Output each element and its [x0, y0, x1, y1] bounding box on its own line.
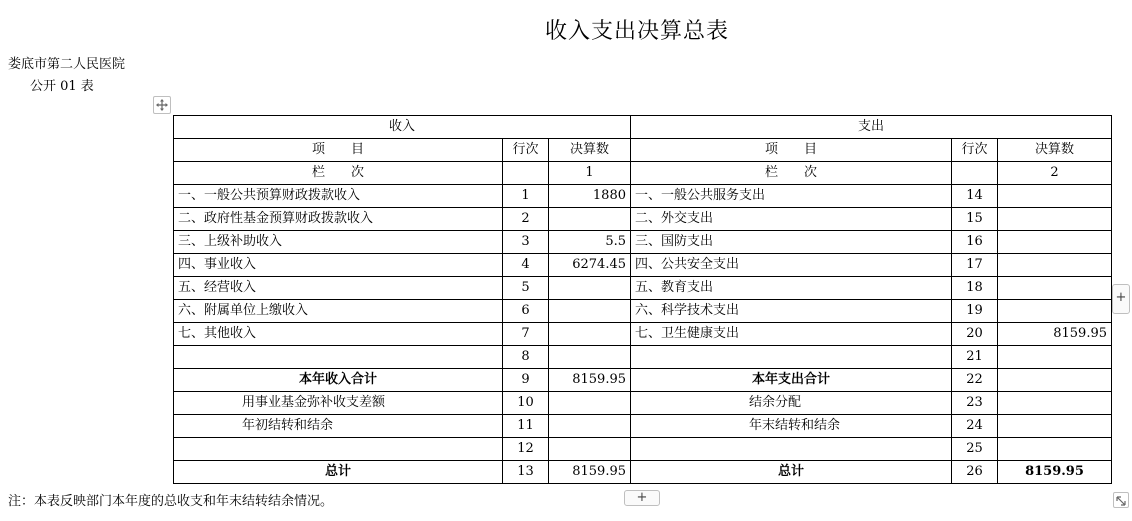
income-column-label: 栏 次 — [174, 162, 503, 185]
expense-line-no: 24 — [952, 415, 998, 438]
expense-amount-header: 决算数 — [998, 139, 1112, 162]
income-item: 四、事业收入 — [174, 254, 503, 277]
table-move-handle[interactable] — [153, 96, 171, 114]
income-grand-total-label: 总计 — [174, 461, 503, 484]
footnote: 注：本表反映部门本年度的总收支和年末结转结余情况。 — [8, 494, 334, 509]
expense-line-no: 17 — [952, 254, 998, 277]
income-amount: 5.5 — [549, 231, 631, 254]
table-row — [174, 392, 1112, 415]
income-item — [174, 438, 503, 461]
income-line-header: 行次 — [503, 139, 549, 162]
year-total-row — [174, 369, 1112, 392]
move-arrows-icon — [156, 99, 168, 111]
expense-amount — [998, 415, 1112, 438]
income-item: 六、附属单位上缴收入 — [174, 300, 503, 323]
table-row — [174, 254, 1112, 277]
table-row — [174, 323, 1112, 346]
income-column-number: 1 — [549, 162, 631, 185]
table-resize-handle[interactable] — [1113, 492, 1129, 508]
expense-amount — [998, 185, 1112, 208]
resize-diagonal-icon — [1114, 494, 1128, 508]
table-row — [174, 415, 1112, 438]
expense-line-no: 22 — [952, 369, 998, 392]
income-item-header: 项 目 — [174, 139, 503, 162]
income-amount: 6274.45 — [549, 254, 631, 277]
expense-line-no: 23 — [952, 392, 998, 415]
expense-line-no: 16 — [952, 231, 998, 254]
grand-total-row — [174, 461, 1112, 484]
expense-line-no: 25 — [952, 438, 998, 461]
expense-item: 六、科学技术支出 — [631, 300, 952, 323]
expense-line-no: 26 — [952, 461, 998, 484]
income-line-no: 6 — [503, 300, 549, 323]
income-item: 一、一般公共预算财政拨款收入 — [174, 185, 503, 208]
expense-line-no: 15 — [952, 208, 998, 231]
table-row — [174, 277, 1112, 300]
add-row-button[interactable]: + — [624, 490, 660, 506]
expense-amount — [998, 277, 1112, 300]
expense-amount — [998, 254, 1112, 277]
expense-item: 二、外交支出 — [631, 208, 952, 231]
income-line-no: 5 — [503, 277, 549, 300]
income-amount — [549, 323, 631, 346]
table-subheader-row — [174, 139, 1112, 162]
table-cell — [503, 162, 549, 185]
expense-item: 七、卫生健康支出 — [631, 323, 952, 346]
table-row — [174, 231, 1112, 254]
page-title: 收入支出决算总表 — [544, 19, 729, 44]
income-item: 二、政府性基金预算财政拨款收入 — [174, 208, 503, 231]
income-line-no: 12 — [503, 438, 549, 461]
expense-amount — [998, 231, 1112, 254]
expense-line-no: 14 — [952, 185, 998, 208]
income-header: 收入 — [174, 116, 631, 139]
income-line-no: 2 — [503, 208, 549, 231]
table-header-row — [174, 116, 1112, 139]
income-amount-header: 决算数 — [549, 139, 631, 162]
expense-amount — [998, 208, 1112, 231]
income-amount — [549, 392, 631, 415]
expense-column-label: 栏 次 — [631, 162, 952, 185]
income-amount — [549, 415, 631, 438]
income-amount — [549, 208, 631, 231]
income-grand-total-amount: 8159.95 — [549, 461, 631, 484]
income-line-no: 8 — [503, 346, 549, 369]
expense-item: 一、一般公共服务支出 — [631, 185, 952, 208]
income-item: 七、其他收入 — [174, 323, 503, 346]
expense-line-header: 行次 — [952, 139, 998, 162]
table-row — [174, 346, 1112, 369]
expense-line-no: 19 — [952, 300, 998, 323]
income-year-total-label: 本年收入合计 — [174, 369, 503, 392]
expense-year-total-label: 本年支出合计 — [631, 369, 952, 392]
income-line-no: 13 — [503, 461, 549, 484]
income-line-no: 11 — [503, 415, 549, 438]
expense-grand-total-label: 总计 — [631, 461, 952, 484]
expense-item — [631, 346, 952, 369]
expense-line-no: 21 — [952, 346, 998, 369]
income-amount: 1880 — [549, 185, 631, 208]
expense-header: 支出 — [631, 116, 1112, 139]
form-number: 公开 01 表 — [30, 79, 94, 94]
expense-item: 结余分配 — [631, 392, 952, 415]
expense-line-no: 20 — [952, 323, 998, 346]
expense-item: 三、国防支出 — [631, 231, 952, 254]
expense-amount — [998, 438, 1112, 461]
income-line-no: 10 — [503, 392, 549, 415]
organization-name: 娄底市第二人民医院 — [8, 57, 126, 72]
income-line-no: 4 — [503, 254, 549, 277]
table-cell — [952, 162, 998, 185]
income-item: 三、上级补助收入 — [174, 231, 503, 254]
table-row — [174, 438, 1112, 461]
income-line-no: 7 — [503, 323, 549, 346]
table-row — [174, 300, 1112, 323]
expense-item: 五、教育支出 — [631, 277, 952, 300]
expense-item — [631, 438, 952, 461]
income-line-no: 1 — [503, 185, 549, 208]
expense-item-header: 项 目 — [631, 139, 952, 162]
expense-grand-total-amount: 8159.95 — [998, 461, 1112, 484]
add-column-button[interactable]: + — [1112, 284, 1130, 314]
income-item: 年初结转和结余 — [174, 415, 503, 438]
column-number-row — [174, 162, 1112, 185]
expense-item: 年末结转和结余 — [631, 415, 952, 438]
table-row — [174, 208, 1112, 231]
income-item — [174, 346, 503, 369]
expense-amount — [998, 300, 1112, 323]
income-item: 用事业基金弥补收支差额 — [174, 392, 503, 415]
income-year-total-amount: 8159.95 — [549, 369, 631, 392]
income-line-no: 9 — [503, 369, 549, 392]
income-amount — [549, 346, 631, 369]
expense-amount — [998, 392, 1112, 415]
expense-line-no: 18 — [952, 277, 998, 300]
income-line-no: 3 — [503, 231, 549, 254]
income-expense-table — [173, 115, 1112, 484]
expense-column-number: 2 — [998, 162, 1112, 185]
income-amount — [549, 438, 631, 461]
table-row — [174, 185, 1112, 208]
income-item: 五、经营收入 — [174, 277, 503, 300]
income-amount — [549, 300, 631, 323]
expense-year-total-amount — [998, 369, 1112, 392]
expense-amount — [998, 346, 1112, 369]
income-amount — [549, 277, 631, 300]
expense-amount: 8159.95 — [998, 323, 1112, 346]
expense-item: 四、公共安全支出 — [631, 254, 952, 277]
